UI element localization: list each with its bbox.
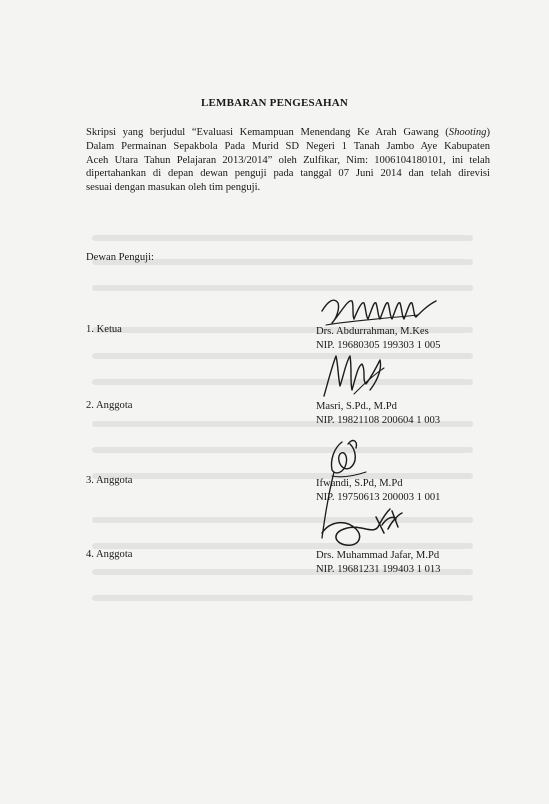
- paragraph-line: Dalam Permainan Sepakbola Pada Murid SD Negeri 1 Tanah Jambo Aye Kabupaten: [86, 140, 490, 152]
- examiner-role: 2. Anggota: [86, 400, 133, 411]
- paragraph-line: Aceh Utara Tahun Pelajaran 2013/2014” oleh Zulfikar, Nim: 1006104180101, ini telah: [86, 154, 490, 166]
- examiner-name: Masri, S.Pd., M.Pd: [316, 401, 397, 412]
- signature-anggota-1: [318, 346, 388, 402]
- examiner-role: 4. Anggota: [86, 549, 133, 560]
- examiner-nip: NIP. 19680305 199303 1 005: [316, 340, 441, 351]
- paragraph-line: Skripsi yang berjudul “Evaluasi Kemampuan Menendang Ke Arah Gawang (Shooting): [86, 127, 490, 138]
- examiner-nip: NIP. 19821108 200604 1 003: [316, 415, 441, 426]
- paragraph-line: sesuai dengan masukan oleh tim penguji.: [86, 182, 261, 194]
- examiner-role: 1. Ketua: [86, 324, 122, 335]
- dewan-penguji-label: Dewan Penguji:: [86, 252, 154, 263]
- examiner-role: 3. Anggota: [86, 475, 133, 486]
- page-title: LEMBARAN PENGESAHAN: [200, 97, 349, 109]
- approval-paragraph: [86, 126, 490, 195]
- signature-anggota-3: [316, 505, 410, 551]
- examiner-name: Drs. Abdurrahman, M.Kes: [316, 326, 429, 337]
- examiner-nip: NIP. 19681231 199403 1 013: [316, 564, 441, 575]
- examiner-nip: NIP. 19750613 200003 1 001: [316, 492, 441, 503]
- examiner-name: Drs. Muhammad Jafar, M.Pd: [316, 550, 440, 561]
- examiner-name: Ifwandi, S.Pd, M.Pd: [316, 478, 403, 489]
- paragraph-line: dipertahankan di depan dewan penguji pada tanggal 07 Juni 2014 dan telah direvisi: [86, 168, 490, 180]
